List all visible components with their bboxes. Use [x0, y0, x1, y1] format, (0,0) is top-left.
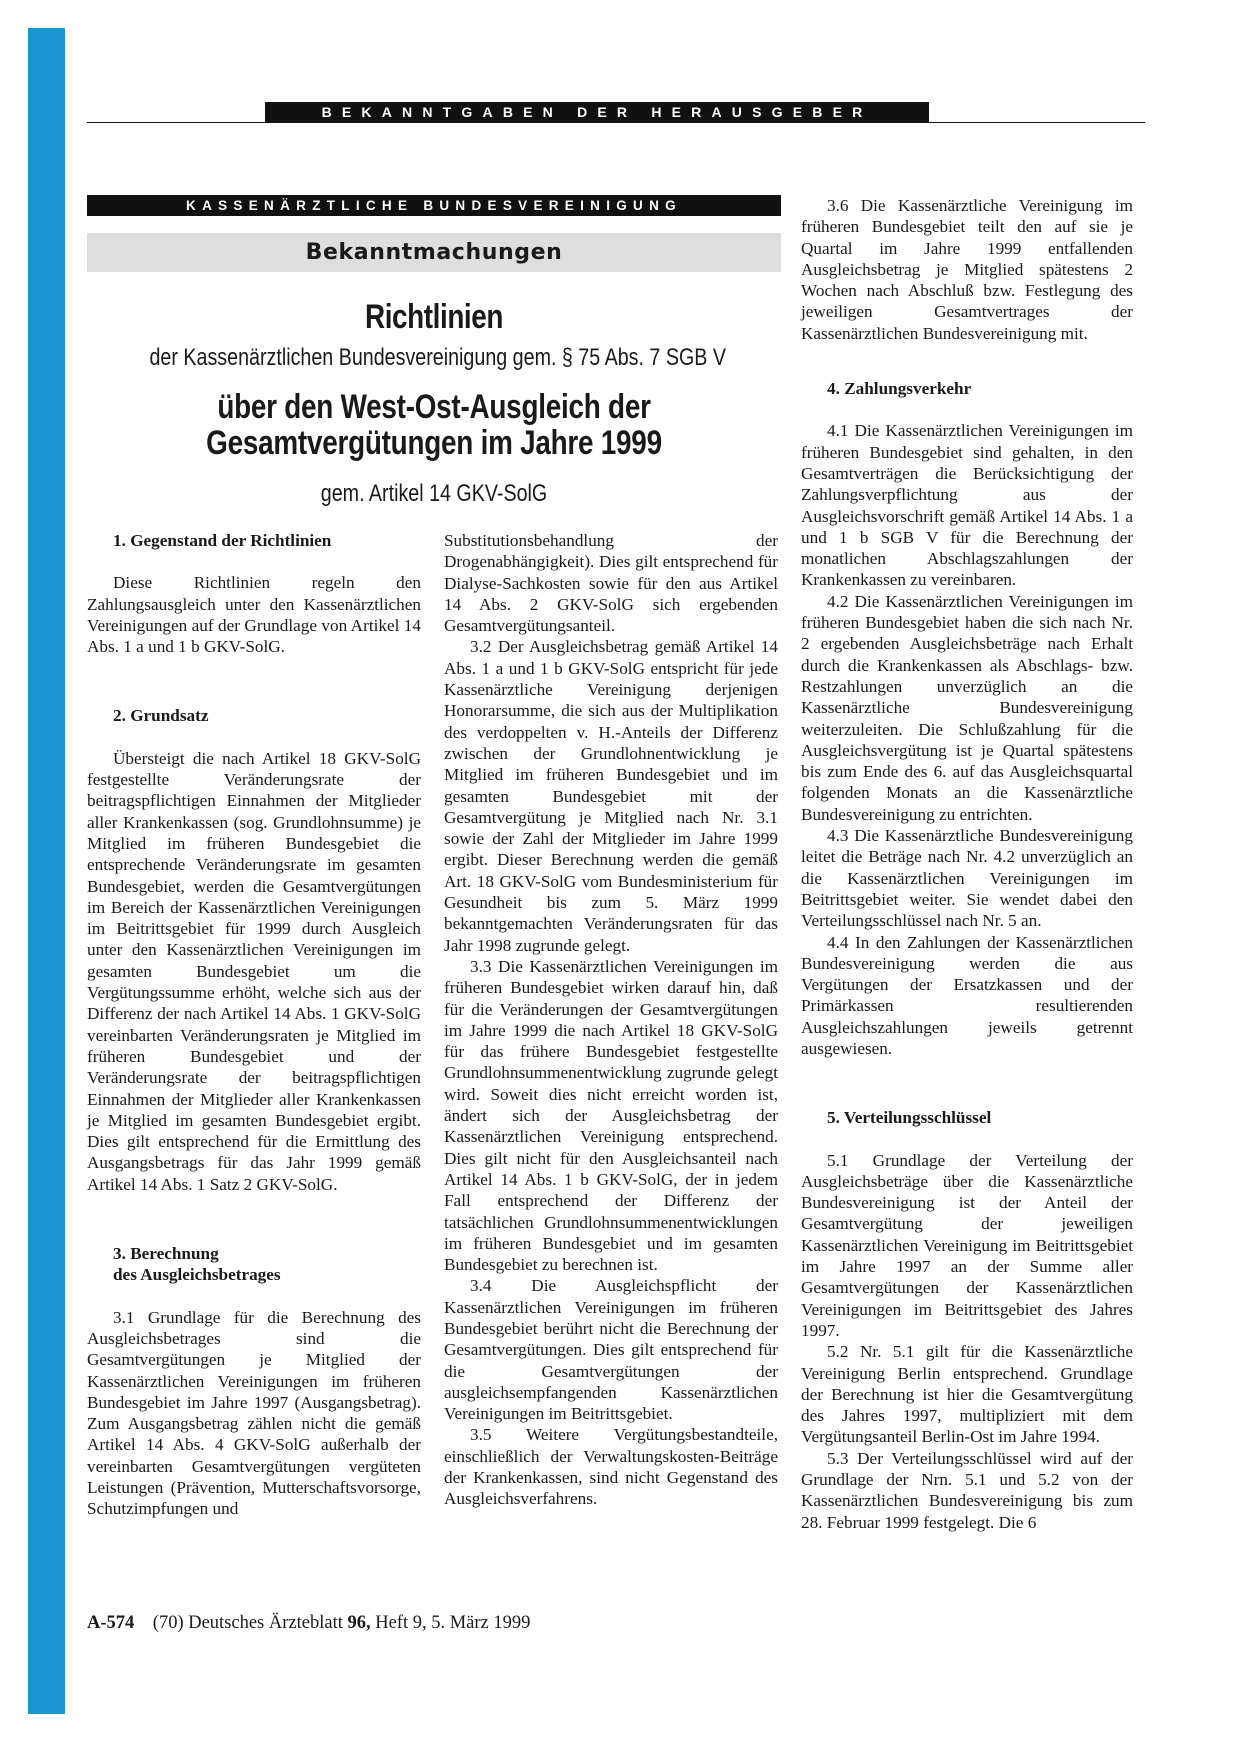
paragraph: Diese Richtlinien regeln den Zahlungsausgleich unter den Kassenärztlichen Vereinigungen auf der Grundlage von Artikel 14 Abs. 1 a und 1 b GKV-SolG.: [87, 573, 421, 657]
title-main: Richtlinien: [364, 298, 503, 336]
section-header: BEKANNTGABEN DER HERAUSGEBER: [265, 102, 929, 122]
category-bar: Bekanntmachungen: [87, 233, 781, 272]
section-heading-4: 4. Zahlungsverkehr: [827, 379, 972, 399]
footer-issue: Heft 9, 5. März 1999: [375, 1613, 531, 1633]
title-line-1: über den West-Ost-Ausgleich der: [217, 388, 651, 426]
section-heading-3b: des Ausgleichsbetrages: [113, 1265, 281, 1285]
paragraph: Substitutionsbehandlung der Drogenabhängigkeit). Dies gilt entsprechend für Dialyse-Sachkosten sowie für den aus Artikel 14 Abs. 2 GKV-SolG sich ergebenden Gesamtvergütungsanteil.: [444, 531, 778, 636]
paragraph: 4.4 In den Zahlungen der Kassenärztlichen Bundesvereinigung werden die aus Vergütungen der Ersatzkassen und der Primärkassen resultierenden Ausgleichszahlungen jeweils getrennt ausgewiesen.: [801, 932, 1133, 1058]
paragraph: 3.2 Der Ausgleichsbetrag gemäß Artikel 14 Abs. 1 a und 1 b GKV-SolG entspricht für jede Kassenärztliche Vereinigung derjenigen Honorarsumme, die sich aus der Multiplikation des verdoppelten v. H.-Anteils der Differenz zwischen der Grundlohnentwicklung je Mitglied im früheren Bundesgebiet und im gesamten Bundesgebiet mit der Gesamtvergütung je Mitglied nach Nr. 3.1 sowie der Zahl der Mitglieder im Jahre 1999 ergibt. Dieser Berechnung werden die gemäß Art. 18 GKV-SolG vom Bundesministerium für Gesundheit bis zum 5. März 1999 bekanntgemachten Veränderungsraten für das Jahr 1998 zugrunde gelegt.: [444, 637, 778, 955]
footer-publication: (70) Deutsches Ärzteblatt: [152, 1613, 343, 1633]
paragraph: 3.1 Grundlage für die Berechnung des Ausgleichsbetrages sind die Gesamtvergütungen je Mitglied der Kassenärztlichen Vereinigungen im früheren Bundesgebiet im Jahre 1997 (Ausgangsbetrag). Zum Ausgangsbetrag zählen nicht die gemäß Artikel 14 Abs. 4 GKV-SolG außerhalb der vereinbarten Gesamtvergütungen vergüteten Leistungen (Prävention, Mutterschaftsvorsorge, Schutzimpfungen und: [87, 1307, 421, 1519]
side-accent-bar: [28, 28, 65, 1714]
header-rule: [87, 122, 1145, 123]
title-line-2: Gesamtvergütungen im Jahre 1999: [206, 424, 662, 462]
text-column-3: [801, 195, 1133, 1533]
paragraph: 3.6 Die Kassenärztliche Vereinigung im früheren Bundesgebiet teilt den auf sie je Quartal im Jahre 1999 entfallenden Ausgleichsbetrag je Mitglied spätestens 2 Wochen nach Abschluß bzw. Festlegung des jeweiligen Gesamtvertrages der Kassenärztlichen Bundesvereinigung mit.: [801, 196, 1133, 343]
text-column-2: [444, 530, 778, 1510]
footer-volume: 96,: [347, 1613, 371, 1633]
text-column-1: [87, 530, 421, 1520]
paragraph: 4.1 Die Kassenärztlichen Vereinigungen im früheren Bundesgebiet sind gehalten, in den Gesamtverträgen die Berücksichtigung der Zahlungsverpflichtung aus der Ausgleichsvorschrift gemäß Artikel 14 Abs. 1 a und 1 b SGB V für die Berechnung der monatlichen Abschlagszahlungen der Krankenkassen zu vereinbaren.: [801, 421, 1133, 590]
section-heading-1: 1. Gegenstand der Richtlinien: [113, 531, 332, 550]
title-block: [87, 296, 781, 509]
page-number: A-574: [87, 1613, 135, 1633]
paragraph: 5.1 Grundlage der Verteilung der Ausgleichsbeträge über die Kassenärztliche Bundesvereinigung ist der Anteil der Gesamtvergütung der jeweiligen Kassenärztlichen Vereinigung im Beitrittsgebiet im Jahre 1997 an der Summe aller Gesamtvergütungen der Kassenärztlichen Vereinigungen im Beitrittsgebiet des Jahres 1997.: [801, 1150, 1133, 1340]
paragraph: 4.3 Die Kassenärztliche Bundesvereinigung leitet die Beträge nach Nr. 4.2 unverzüglich an die Kassenärztlichen Vereinigungen im Beitrittsgebiet weiter. Sie wendet dabei den Verteilungsschlüssel nach Nr. 5 an.: [801, 826, 1133, 931]
paragraph: 3.5 Weitere Vergütungsbestandteile, einschließlich der Verwaltungskosten-Beiträge der Krankenkassen, sind nicht Gegenstand des Ausgleichsverfahrens.: [444, 1425, 778, 1509]
paragraph: 4.2 Die Kassenärztlichen Vereinigungen im früheren Bundesgebiet haben die sich nach Nr. 2 ergebenden Ausgleichsbeträge nach Erhalt durch die Krankenkassen als Abschlags- bzw. Restzahlungen unverzüglich an die Kassenärztliche Bundesvereinigung weiterzuleiten. Die Schlußzahlung für die Ausgleichsvergütung ist je Quartal spätestens bis zum Ende des 6. auf das Ausgleichsquartal folgenden Monats an die Kassenärztliche Bundesvereinigung zu entrichten.: [801, 591, 1133, 824]
organization-bar: KASSENÄRZTLICHE BUNDESVEREINIGUNG: [87, 195, 781, 216]
paragraph: 5.2 Nr. 5.1 gilt für die Kassenärztliche Vereinigung Berlin entsprechend. Grundlage der Berechnung ist hier die Gesamtvergütung des Jahres 1997, multipliziert mit dem Vergütungsanteil Berlin-Ost im Jahre 1994.: [801, 1342, 1133, 1447]
section-heading-5: 5. Verteilungsschlüssel: [827, 1108, 992, 1128]
title-subtitle: der Kassenärztlichen Bundesvereinigung gem. § 75 Abs. 7 SGB V: [149, 344, 726, 371]
paragraph: 3.3 Die Kassenärztlichen Vereinigungen im früheren Bundesgebiet wirken darauf hin, daß für die Veränderungen der Gesamtvergütungen im Jahre 1999 die nach Artikel 18 GKV-SolG für das frühere Bundesgebiet festgestellte Grundlohnsummenentwicklung zugrunde gelegt wird. Soweit dies nicht erreicht worden ist, ändert sich der Ausgleichsbetrag der Kassenärztlichen Vereinigung entsprechend. Dies gilt nicht für den Ausgleichsanteil nach Artikel 14 Abs. 1 b GKV-SolG, der in jedem Fall entsprechend der Differenz der tatsächlichen Grundlohnsummenentwicklungen im früheren Bundesgebiet und im gesamten Bundesgebiet zu berechnen ist.: [444, 956, 778, 1275]
paragraph: Übersteigt die nach Artikel 18 GKV-SolG festgestellte Veränderungsrate der beitragspflichtigen Einnahmen der Mitglieder aller Krankenkassen (sog. Grundlohnsumme) je Mitglied im früheren Bundesgebiet die entsprechende Veränderungsrate im gesamten Bundesgebiet, werden die Gesamtvergütungen im Bereich der Kassenärztlichen Vereinigungen im Beitrittsgebiet für 1999 durch Ausgleich unter den Kassenärztlichen Vereinigungen im gesamten Bundesgebiet um die Vergütungssumme erhöht, welche sich aus der Differenz der nach Artikel 14 Abs. 1 GKV-SolG vereinbarten Veränderungsraten je Mitglied im früheren Bundesgebiet und der Veränderungsrate der beitragspflichtigen Einnahmen der Mitglieder aller Krankenkassen je Mitglied im gesamten Bundesgebiet ergibt. Dies gilt entsprechend für die Ermittlung des Ausgangsbetrags für das Jahr 1999 gemäß Artikel 14 Abs. 1 Satz 2 GKV-SolG.: [87, 748, 421, 1194]
page-footer: [87, 1613, 530, 1634]
section-heading-3a: 3. Berechnung: [113, 1244, 219, 1264]
title-legal-basis: gem. Artikel 14 GKV-SolG: [320, 480, 548, 507]
section-heading-2: 2. Grundsatz: [113, 706, 209, 726]
paragraph: 5.3 Der Verteilungsschlüssel wird auf der Grundlage der Nrn. 5.1 und 5.2 von der Kassenärztlichen Bundesvereinigung bis zum 28. Februar 1999 festgelegt. Die 6: [801, 1448, 1133, 1532]
paragraph: 3.4 Die Ausgleichspflicht der Kassenärztlichen Vereinigungen im früheren Bundesgebiet berührt nicht die Berechnung der Gesamtvergütungen. Dies gilt entsprechend für die Gesamtvergütungen der ausgleichsempfangenden Kassenärztlichen Vereinigungen im Beitrittsgebiet.: [444, 1276, 778, 1424]
